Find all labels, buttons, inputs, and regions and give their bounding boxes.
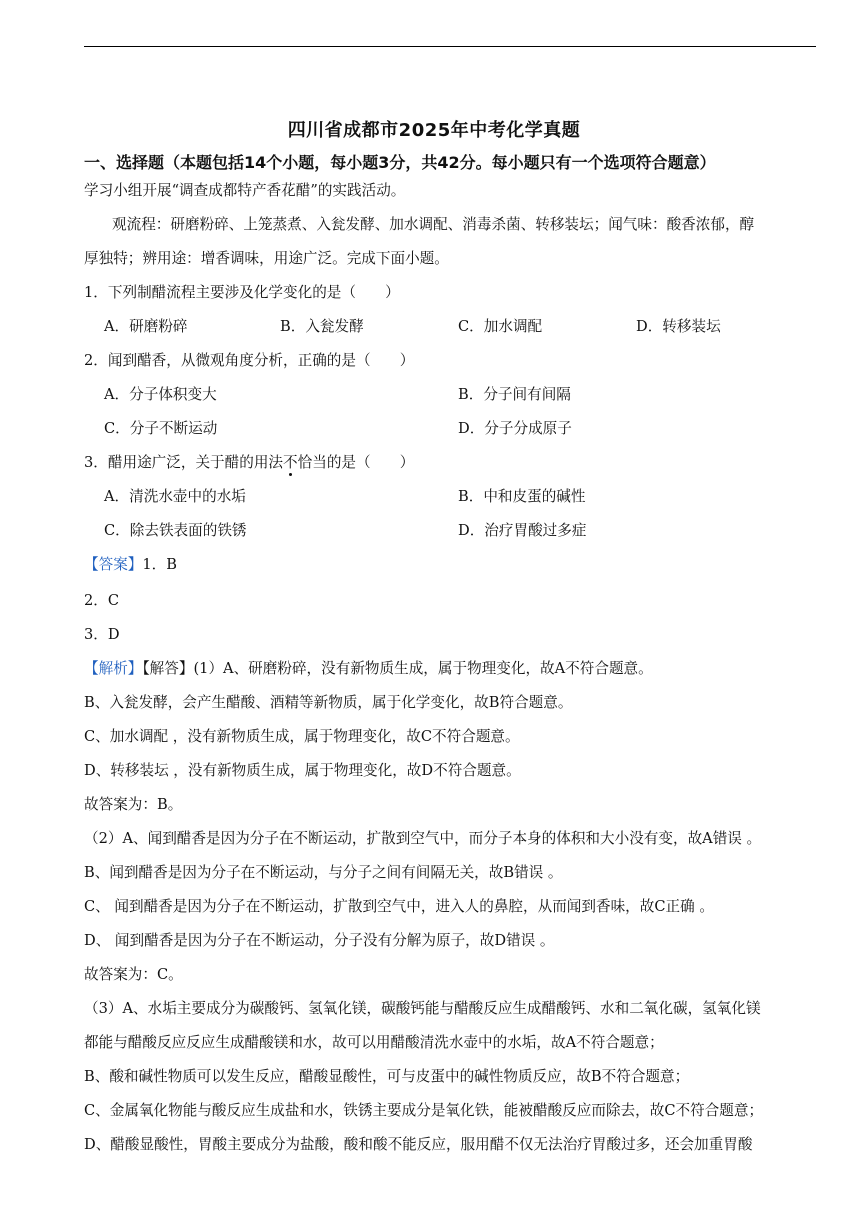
analysis-line-5: 故答案为：B。: [84, 796, 183, 813]
header-rule: [84, 46, 816, 47]
answer-tag: 【答案】: [84, 556, 143, 573]
question-3-option-d: D．治疗胃酸过多症: [458, 522, 587, 539]
question-2-option-a: A．分子体积变大: [104, 386, 217, 403]
question-1-option-c: C．加水调配: [458, 318, 543, 335]
emphasis-mark: 不: [283, 454, 298, 471]
question-2-option-c: C．分子不断运动: [104, 420, 218, 437]
analysis-line-7: B、闻到醋香是因为分子在不断运动，与分子之间有间隔无关，故B错误 。: [84, 864, 563, 881]
answer-line-3: 3．D: [84, 626, 120, 643]
page-title: 四川省成都市2025年中考化学真题: [287, 120, 581, 141]
question-2-option-d: D．分子分成原子: [458, 420, 572, 437]
analysis-line-9: D、 闻到醋香是因为分子在不断运动，分子没有分解为原子，故D错误 。: [84, 932, 555, 949]
question-1-option-d: D．转移装坛: [636, 318, 721, 335]
analysis-line-12: 都能与醋酸反应反应生成醋酸镁和水，故可以用醋酸清洗水壶中的水垢，故A不符合题意；: [84, 1034, 664, 1051]
analysis-line-2: B、入瓮发酵，会产生醋酸、酒精等新物质，属于化学变化，故B符合题意。: [84, 694, 573, 711]
analysis-line-10: 故答案为：C。: [84, 966, 183, 983]
analysis-line-3: C、加水调配 ，没有新物质生成，属于物理变化，故C不符合题意。: [84, 728, 520, 745]
intro-line-3: 厚独特；辨用途：增香调味，用途广泛。完成下面小题。: [84, 250, 449, 267]
question-3-option-a: A．清洗水壶中的水垢: [104, 488, 246, 505]
analysis-line-11: （3）A、水垢主要成分为碳酸钙、氢氧化镁，碳酸钙能与醋酸反应生成醋酸钙、水和二氧化碳，氢氧化镁: [84, 1000, 761, 1017]
question-1-option-b: B．入瓮发酵: [280, 318, 364, 335]
section-heading: 一、选择题（本题包括14个小题，每小题3分，共42分。每小题只有一个选项符合题意）: [84, 153, 716, 172]
intro-line-1: 学习小组开展“调查成都特产香花醋”的实践活动。: [84, 182, 406, 199]
intro-line-2: 观流程：研磨粉碎、上笼蒸煮、入瓮发酵、加水调配、消毒杀菌、转移装坛；闻气味：酸香浓郁，醇: [112, 216, 755, 233]
question-1-option-a: A．研磨粉碎: [104, 318, 188, 335]
question-3-stem: 3．醋用途广泛，关于醋的用法不恰当的是（ ）: [84, 454, 415, 471]
analysis-line-13: B、酸和碱性物质可以发生反应，醋酸显酸性，可与皮蛋中的碱性物质反应，故B不符合题意；: [84, 1068, 690, 1085]
analysis-line-15: D、醋酸显酸性，胃酸主要成分为盐酸，酸和酸不能反应，服用醋不仅无法治疗胃酸过多，还会加重胃酸: [84, 1136, 753, 1153]
analysis-line-4: D、转移装坛 ，没有新物质生成，属于物理变化，故D不符合题意。: [84, 762, 521, 779]
question-3-option-c: C．除去铁表面的铁锈: [104, 522, 247, 539]
analysis-line-14: C、金属氧化物能与酸反应生成盐和水，铁锈主要成分是氧化铁，能被醋酸反应而除去，故C不符合题意；: [84, 1102, 764, 1119]
question-3-option-b: B．中和皮蛋的碱性: [458, 488, 586, 505]
analysis-tag: 【解析】: [84, 660, 143, 677]
question-2-stem: 2．闻到醋香，从微观角度分析，正确的是（ ）: [84, 352, 415, 369]
analysis-line-1: 【解析】【解答】(1）A、研磨粉碎，没有新物质生成，属于物理变化，故A不符合题意。: [84, 660, 653, 677]
answer-line-1: 【答案】1．B: [84, 556, 177, 573]
analysis-line-8: C、 闻到醋香是因为分子在不断运动，扩散到空气中，进入人的鼻腔，从而闻到香味，故C正确 。: [84, 898, 714, 915]
question-2-option-b: B．分子间有间隔: [458, 386, 571, 403]
question-1-stem: 1．下列制醋流程主要涉及化学变化的是（ ）: [84, 284, 400, 301]
answer-line-2: 2．C: [84, 592, 120, 609]
analysis-line-6: （2）A、闻到醋香是因为分子在不断运动，扩散到空气中，而分子本身的体积和大小没有变，故A错误 。: [84, 830, 762, 847]
